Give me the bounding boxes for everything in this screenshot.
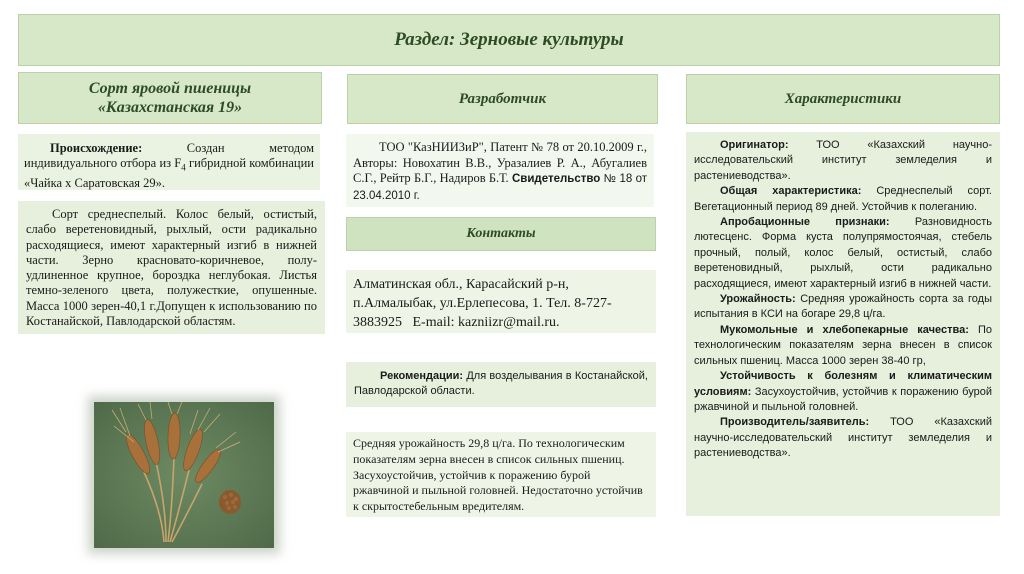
contacts-box <box>346 270 656 333</box>
characteristic-item <box>694 138 992 184</box>
characteristic-text: Разновидность лютесценс. Форма куста полупрямостоячая, стебель прочный, полый, колос белый, остистый, слабо веретеновидный, рыхлый, ости радикально расходящиеся, имеют характерный изгиб в нижней части. <box>694 216 992 290</box>
characteristics-header <box>686 74 1000 124</box>
contacts-header <box>346 217 656 251</box>
characteristic-label: Оригинатор: <box>720 139 789 151</box>
characteristics-box <box>686 132 1000 516</box>
wheat-photo <box>94 402 274 548</box>
recommendations-label: Рекомендации: <box>380 370 464 382</box>
certificate-label: Свидетельство <box>511 173 601 185</box>
characteristic-text: По технологическим показателям зерна внесен в список сильных пшениц. Масса 1000 зерен 38-40 гр, <box>694 323 992 367</box>
recommendations-box <box>346 362 656 407</box>
characteristic-text: ТОО «Казахский научно-исследовательский институт земледелия и растениеводства». <box>694 139 992 182</box>
variety-header-line1: Сорт яровой пшеницы <box>88 80 252 97</box>
characteristic-item <box>694 415 992 461</box>
characteristic-item <box>694 323 992 369</box>
section-title: Раздел: Зерновые культуры <box>394 29 624 50</box>
characteristic-label: Общая характеристика: <box>720 185 862 198</box>
developer-text: ТОО "КазНИИЗиР", Патент № 78 от 20.10.2009 г., Авторы: Новохатин В.В., Уразалиев Р. А., Абугалиев С.Г., Рейтр Б.Г., Надиров Б.Т. <box>353 140 647 185</box>
section-title-bar <box>18 14 1000 66</box>
origin-label: Происхождение: <box>50 141 143 155</box>
characteristic-label: Апробационные признаки: <box>720 216 890 229</box>
characteristic-text: Засухоустойчив, устойчив к поражению бурой ржавчиной и пыльной головней. <box>694 385 992 413</box>
developer-header-label: Разработчик <box>458 90 547 107</box>
yield-note-box <box>346 432 656 517</box>
origin-text-a: Создан методом индивидуального отбора из F <box>24 141 314 170</box>
characteristic-text: ТОО «Казахский научно-исследовательский институт земледелия и растениеводства». <box>694 416 992 460</box>
characteristic-text: Среднеспелый сорт. Вегетационный период 89 дней. Устойчив к полеганию. <box>694 185 992 213</box>
variety-description: Сорт среднеспелый. Колос белый, остистый, слабо веретеновидный, рыхлый, ости радикально расходящиеся, имеют характерный изгиб в нижней части. Зерно красновато-коричневое, полу-удлиненное крупное, бороздка неглубокая. Листья темно-зеленого цвета, полужесткие, опушенные. Масса 1000 зерен-40,1 г.Допущен к использованию по Костанайской, Павлодарской областям. <box>26 207 317 329</box>
characteristic-item <box>694 292 992 323</box>
characteristics-header-label: Характеристики <box>784 90 902 107</box>
developer-box <box>346 134 654 207</box>
characteristic-label: Мукомольные и хлебопекарные качества: <box>720 323 969 336</box>
yield-note: Средняя урожайность 29,8 ц/га. По технологическим показателям зерна внесен в список сильных пшениц. Засухоустойчив, устойчив к поражению бурой ржавчиной и пыльной головней. Недостаточно устойчив к скрытостебельным вредителям. <box>353 436 643 514</box>
variety-header <box>18 72 322 124</box>
variety-header-line2: «Казахстанская 19» <box>97 99 243 116</box>
characteristic-text: Средняя урожайность сорта за годы испытания в КСИ на богаре 29,8 ц/га. <box>694 293 992 321</box>
developer-header <box>347 74 658 124</box>
origin-text-b: гибридной комбинации «Чайка х Саратовская 29». <box>24 156 314 190</box>
wheat-illustration <box>94 402 274 548</box>
characteristic-label: Урожайность: <box>720 293 796 306</box>
characteristic-item <box>694 369 992 415</box>
contacts-header-label: Контакты <box>466 226 536 241</box>
origin-box <box>18 134 320 190</box>
recommendations-text: Для возделывания в Костанайской, Павлодарской области. <box>354 370 648 397</box>
description-box <box>18 201 325 334</box>
contacts-text: Алматинская обл., Карасайский р-н, п.Алмалыбак, ул.Ерлепесова, 1. Тел. 8-727-3883925 E-mail: kazniizr@mail.ru. <box>353 277 612 330</box>
characteristic-label: Производитель/заявитель: <box>720 416 870 429</box>
origin-subscript: 4 <box>181 162 186 173</box>
characteristic-label: Устойчивость к болезням и климатическим условиям: <box>694 370 992 398</box>
characteristic-item <box>694 184 992 215</box>
certificate-text: № 18 от 23.04.2010 г. <box>353 173 648 202</box>
characteristic-item <box>694 215 992 292</box>
